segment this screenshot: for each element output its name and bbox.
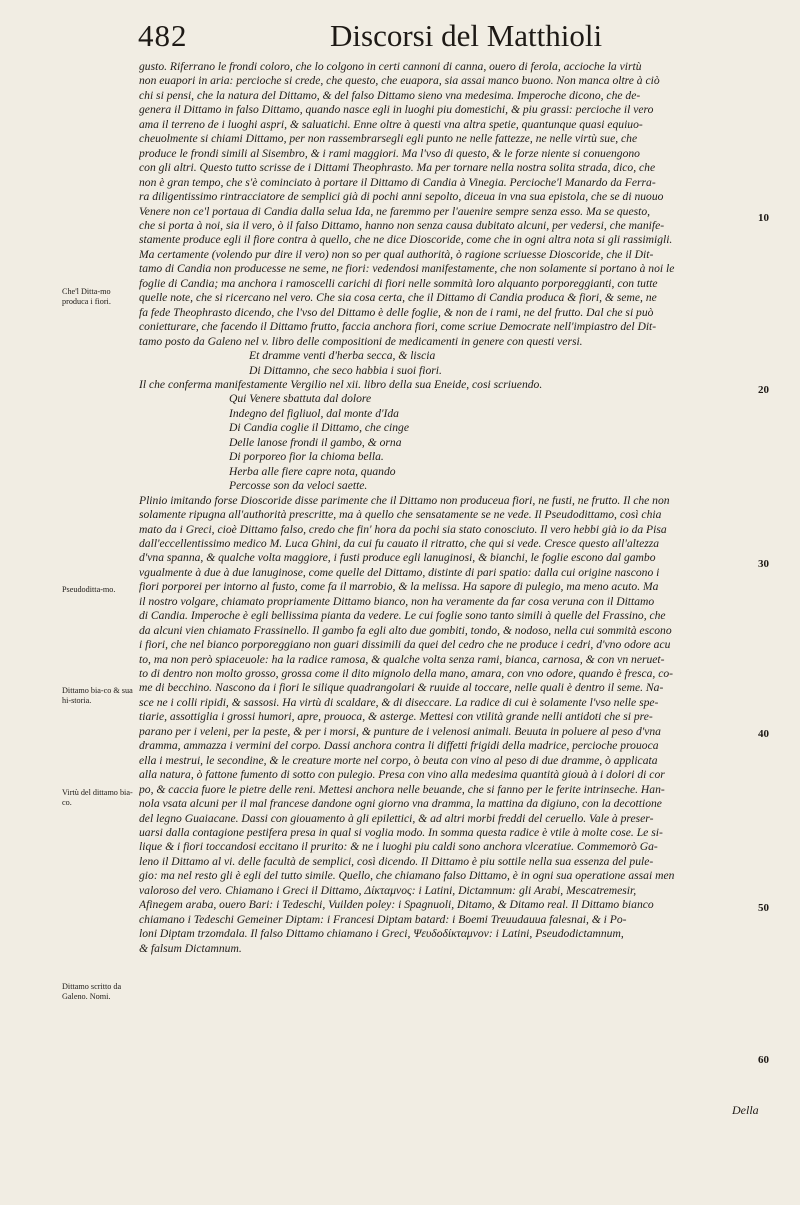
- text-line: loni Diptam trzomdala. Il falso Dittamo chiamano i Greci, Ψευδοδίκταμνον: i Latini, Pseudodictamnum,: [139, 927, 624, 941]
- text-line: Venere non ce'l portaua di Candia dalla selua Ida, ne faremmo per l'auenire sempre senza esso. Ma se questo,: [139, 204, 651, 218]
- margin-note-dittamo-bianco: Dittamo bia-co & sua hi-storia.: [62, 686, 133, 705]
- text-line: ra diligentissimo rintracciatore de semplici già di pochi anni sepolto, diceua in vna sua epistola, che se di nuouo: [139, 190, 664, 204]
- text-line: solamente ripugna all'authorità prescritte, ma à quello che sensatamente se ne vede. Il Pseudodittamo, così chia: [139, 508, 662, 522]
- text-line: cheuolmente si chiami Dittamo, per non rassembrarsegli egli punto ne nelle fattezze, ne nelle virtù sue, che: [139, 132, 638, 146]
- text-line: dall'eccellentissimo medico M. Luca Ghini, da cui fu cauato il ritratto, che qui si vede. Cresce questo all'altezza: [139, 536, 660, 550]
- verse-line: Herba alle fiere capre nota, quando: [229, 464, 396, 478]
- text-line: tamo posto da Galeno nel v. libro delle compositioni de medicamenti in genere con questi versi.: [139, 334, 583, 348]
- text-line: leno il Dittamo al vi. delle facultà de semplici, così dicendo. Il Dittamo è piu sottile nella sua essenza del pule-: [139, 854, 654, 868]
- verse-line: Di porporeo fior la chioma bella.: [229, 450, 384, 464]
- text-line: del legno Guaiacane. Dassi con giouamento à gli epilettici, & ad altri morbi freddi del ceruello. Vale à preser-: [139, 811, 654, 825]
- line-marker-30: 30: [758, 558, 769, 570]
- margin-note-che-il-dittamo: Che'l Ditta-mo produca i fiori.: [62, 287, 111, 306]
- margin-note-pseudodittamo: Pseudoditta-mo.: [62, 585, 116, 594]
- running-title: Discorsi del Matthioli: [330, 18, 603, 53]
- text-line: i fiori, che nel bianco porporeggiano non guari dissimili da quei del cedro che ne produce i cedri, d'vno odore acu: [139, 638, 671, 652]
- text-line: di Candia. Imperoche è egli bellissima pianta da vedere. Le cui foglie sono tanto simili à quelle del Frassino, che: [139, 609, 666, 623]
- text-line: produce le frondi simili al Sisembro, & i rami maggiori. Ma l'vso di questo, & le forze niente si conuengono: [139, 146, 640, 160]
- text-line: nola vsata alcuni per il mal francese dandone ogni giorno vna dramma, la mattina da digiuno, con la decottione: [139, 797, 662, 811]
- verse-line: Qui Venere sbattuta dal dolore: [229, 392, 372, 406]
- text-line: Ma certamente (volendo pur dire il vero) non so per qual authorità, ò ragione scriuesse Dioscoride, che il Dit-: [139, 247, 654, 261]
- paragraph-2: [139, 494, 775, 957]
- verse-line: Indegno del figliuol, dal monte d'Ida: [229, 406, 399, 420]
- catchword: Della: [732, 1103, 759, 1117]
- text-line: mato da i Greci, cioè Dittamo falso, credo che fin' hora da pochi sia stato conosciuto. Il vero hebbi già io da Pisa: [139, 522, 667, 536]
- vergil-intro: Il che conferma manifestamente Vergilio nel xii. libro della sua Eneide, cosi scriuendo.: [139, 377, 543, 391]
- text-line: ella i mestrui, le secondine, & le creature morte nel corpo, ò beuta con vino al peso di due dramme, ò applicata: [139, 753, 658, 767]
- page-number: 482: [138, 18, 188, 53]
- paragraph-1: [139, 60, 775, 349]
- main-text: [139, 60, 775, 956]
- text-line: parano per i veleni, per la peste, & per i morsi, & punture de i velenosi animali. Beuuta in poluere al peso d'vna: [139, 724, 661, 738]
- text-line: tiarie, assottiglia i grossi humori, apre, prouoca, & asterge. Mettesi con vtilità grande nelli antidoti che si pre-: [139, 710, 653, 724]
- margin-note-virtu: Virtù del dittamo bia-co.: [62, 788, 133, 807]
- text-line: che si porta à noi, sia il vero, ò il falso Dittamo, hanno non senza causa dubitato alcuni, per vedersi, che manife-: [139, 218, 665, 232]
- text-line: fa fede Theophrasto dicendo, che l'vso del Dittamo è delle foglie, & non de i rami, ne del frutto. Dal che si può: [139, 305, 654, 319]
- text-line: me di becchino. Nascono da i fiori le silique quadrangolari & ruuide al toccare, nelle quali è dentro il seme. Na-: [139, 681, 664, 695]
- verse-line: Et dramme venti d'herba secca, & liscia: [249, 349, 436, 363]
- text-line: chiamano i Tedeschi Gemeiner Diptam: i Francesi Diptam batard: i Boemi Treuudauua falesnai, & i Po-: [139, 912, 627, 926]
- text-line: quelle note, che si ricercano nel vero. Che sia cosa certa, che il Dittamo di Candia produca & fiori, & seme, ne: [139, 291, 657, 305]
- text-line: gusto. Riferrano le frondi coloro, che lo colgono in certi cannoni di canna, ouero di ferola, accioche la virtù: [139, 60, 642, 73]
- text-line: dramma, ammazza i vermini del corpo. Dassi anchora contra li diffetti frigidi della madrice, percioche prouoca: [139, 739, 659, 753]
- text-line: to di dentro non molto grosso, grossa come il dito mignolo della mano, amara, con vno odore, quando è fresca, co-: [139, 667, 674, 681]
- margin-note-nomi: Dittamo scritto da Galeno. Nomi.: [62, 982, 122, 1001]
- text-line: fiori porporei per intorno al fusto, come fa il marrobio, & la melissa. Ha sapore di pulegio, ma meno acuto. Ma: [139, 580, 659, 594]
- text-line: sce ne i colli ripidi, & sassosi. Ha virtù di scaldare, & di diseccare. La radice di cui è solamente l'vso nelle spe-: [139, 695, 659, 709]
- text-line: to, ma non però spiaceuole: ha la radice ramosa, & qualche volta senza rami, bianca, carnosa, & con vn neruet-: [139, 652, 665, 666]
- verse-line: Di Dittamno, che seco habbia i suoi fiori.: [249, 363, 442, 377]
- text-line: vgualmente à due à due lanuginose, come quelle del Dittamo, distinte di pari spatio: dalla cui origine nascono i: [139, 565, 660, 579]
- text-line: Afinegem araba, ouero Bari: i Tedeschi, Vuilden poley: i Spagnuoli, Ditamo, & Ditamo real. Il Dittamo bianco: [139, 898, 654, 912]
- line-marker-40: 40: [758, 728, 769, 740]
- verse-quote-2: [139, 392, 775, 493]
- text-line: da alcuni vien chiamato Frassinello. Il gambo fa egli alto due gombiti, tondo, & nodoso, nella cui sommità escono: [139, 623, 672, 637]
- verse-line: Percosse son da veloci saette.: [229, 479, 368, 493]
- text-line: lique & i fiori toccandosi eccitano il prurito: & ne i luoghi piu caldi sono anchora vlceratiue. Commemorò Ga-: [139, 840, 658, 854]
- text-line: alla natura, ò fattone fumento di sotto con pulegio. Presa con vino alla medesima quantità giouà à i dolori di cor: [139, 768, 665, 782]
- text-line: tamo di Candia non producesse ne seme, ne fiori: vedendosi manifestamente, che non solamente si portano à noi le: [139, 262, 675, 276]
- text-line: genera il Dittamo in falso Dittamo, quando nasce egli in luoghi piu domestichi, & piu grassi: percioche il vero: [139, 103, 654, 117]
- verse-quote-1: [139, 349, 775, 378]
- text-line: & falsum Dictamnum.: [139, 941, 242, 955]
- verse-line: Di Candia coglie il Dittamo, che cinge: [229, 421, 409, 435]
- text-line: il nostro volgare, chiamato propriamente Dittamo bianco, non ha veramente da far cosa veruna con il Dittamo: [139, 594, 655, 608]
- text-line: conietturare, che facendo il Dittamo frutto, faccia anchora fiori, come scriue Democrate nell'impiastro del Dit-: [139, 320, 657, 334]
- text-line: ama il terreno de i luoghi aspri, & saluatichi. Enne oltre à questi vna altra spetie, quantunque quasi equiuo-: [139, 117, 643, 131]
- line-marker-20: 20: [758, 384, 769, 396]
- line-marker-50: 50: [758, 902, 769, 914]
- text-line: con gli altri. Questo tutto scrisse de i Dittami Theophrasto. Ma per tornare nella nostra solita strada, dico, che: [139, 161, 656, 175]
- line-marker-60: 60: [758, 1054, 769, 1066]
- page-header: [138, 18, 778, 56]
- text-line: valoroso del vero. Chiamano i Greci il Dittamo, Δίκταμνος: i Latini, Dictamnum: gli Arabi, Mescatremesir,: [139, 883, 637, 897]
- text-line: uarsi dalla contagione pestifera presa in qual si voglia modo. In somma questa radice è vtile à molte cose. Le si-: [139, 826, 663, 840]
- text-line: stamente produce egli il fiore contra à quello, che ne dice Dioscoride, come che in ogni altra nota si gli rassimigli.: [139, 233, 673, 247]
- text-line: foglie di Candia; ma anchora i ramoscelli carichi di fiori nelle sommità loro alquanto porporeggianti, con tutte: [139, 276, 658, 290]
- text-line: non è gran tempo, che s'è cominciato à portare il Dittamo di Candia à Vinegia. Percioche'l Manardo da Ferra-: [139, 175, 656, 189]
- verse-line: Delle lanose frondi il gambo, & orna: [229, 435, 402, 449]
- text-line: chi si pensi, che la natura del Dittamo, & del falso Dittamo sieno vna medesima. Imperoche dicono, che de-: [139, 88, 641, 102]
- text-line: d'vna spanna, & qualche volta maggiore, i fusti produce egli lanuginosi, & bianchi, le foglie escono dal gambo: [139, 551, 656, 565]
- text-line: gio: ma nel resto gli è egli del tutto simile. Quello, che chiamano falso Dittamo, è in ogni sua operatione assai men: [139, 869, 675, 883]
- line-marker-10: 10: [758, 212, 769, 224]
- text-line: Plinio imitando forse Dioscoride disse parimente che il Dittamo non produceua fiori, ne fusti, ne frutto. Il che non: [139, 493, 670, 507]
- text-line: po, & caccia fuore le pietre delle reni. Mettesi anchora nelle beuande, che si fanno per le ferite intrinseche. Han-: [139, 782, 665, 796]
- text-line: non euapori in aria: percioche si crede, che questo, che euapora, sia assai manco buono. Non manca oltre à ciò: [139, 74, 660, 88]
